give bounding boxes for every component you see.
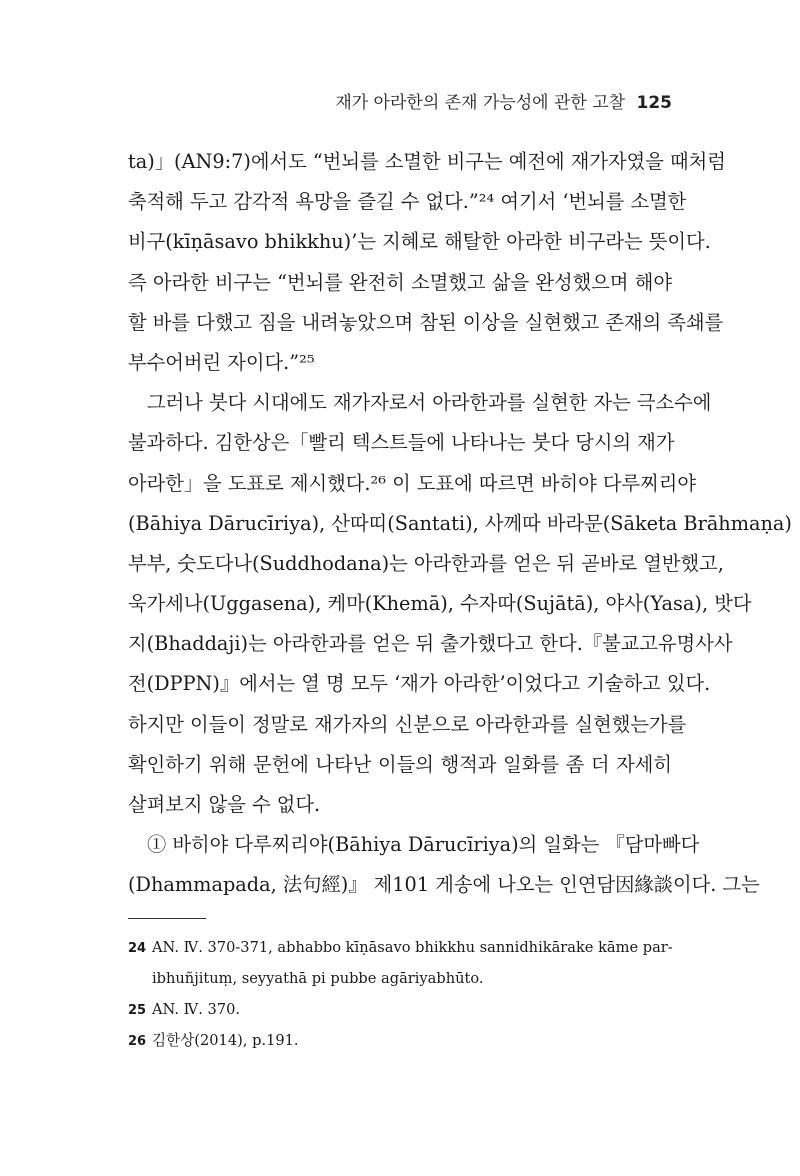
body-line: (Dhammapada, 法句經)』 제101 게송에 나오는 인연담因緣談이다. 그는 bbox=[128, 873, 760, 897]
body-line: 지(Bhaddaji)는 아라한과를 얻은 뒤 출가했다고 한다.『불교고유명사사 bbox=[128, 632, 733, 656]
footnote-number: 24 bbox=[128, 941, 147, 956]
body-line: 그러나 붓다 시대에도 재가자로서 아라한과를 실현한 자는 극소수에 bbox=[147, 391, 712, 415]
footnote-divider bbox=[128, 918, 206, 919]
footnote-text: AN. Ⅳ. 370-371, abhabbo kīṇāsavo bhikkhu sannidhikārake kāme par- bbox=[152, 939, 673, 956]
footnote-text: 김한상(2014), p.191. bbox=[152, 1032, 299, 1049]
footnote-number: 26 bbox=[128, 1034, 147, 1049]
footnote-24-continued: ibhuñjituṃ, seyyathā pi pubbe agāriyabhūto. bbox=[152, 970, 484, 987]
body-line: (Bāhiya Dārucīriya), 산따띠(Santati), 사께따 바라문(Sāketa Brāhmaṇa) bbox=[128, 511, 792, 535]
body-line: 부수어버린 자이다.”²⁵ bbox=[128, 350, 315, 374]
body-line: 비구(kīṇāsavo bhikkhu)’는 지혜로 해탈한 아라한 비구라는 뜻이다. bbox=[128, 230, 711, 254]
body-text bbox=[128, 142, 792, 906]
footnotes bbox=[128, 932, 672, 1056]
body-line: 욱가세나(Uggasena), 케마(Khemā), 수자따(Sujātā), 야사(Yasa), 밧다 bbox=[128, 592, 752, 616]
body-line: 살펴보지 않을 수 없다. bbox=[128, 793, 321, 816]
body-line: 확인하기 위해 문헌에 나타난 이들의 행적과 일화를 좀 더 자세히 bbox=[128, 752, 672, 776]
page-number: 125 bbox=[636, 93, 672, 113]
body-line: 할 바를 다했고 짐을 내려놓았으며 참된 이상을 실현했고 존재의 족쇄를 bbox=[128, 310, 724, 334]
body-line: 불과하다. 김한상은「빨리 텍스트들에 나타나는 붓다 당시의 재가 bbox=[128, 431, 675, 455]
footnote-24 bbox=[128, 932, 672, 963]
body-line: 부부, 숫도다나(Suddhodana)는 아라한과를 얻은 뒤 곧바로 열반했고, bbox=[128, 551, 724, 575]
body-line: 하지만 이들이 정말로 재가자의 신분으로 아라한과를 실현했는가를 bbox=[128, 712, 687, 736]
body-line: ta)」(AN9:7)에서도 “번뇌를 소멸한 비구는 예전에 재가자였을 때처럼 bbox=[128, 150, 726, 173]
footnote-text: AN. Ⅳ. 370. bbox=[152, 1001, 241, 1018]
footnote-25 bbox=[128, 994, 672, 1025]
footnote-26 bbox=[128, 1025, 672, 1056]
running-header bbox=[335, 88, 672, 113]
footnote-number: 25 bbox=[128, 1003, 147, 1018]
running-title: 재가 아라한의 존재 가능성에 관한 고찰 bbox=[335, 93, 626, 113]
body-line: 전(DPPN)』에서는 열 명 모두 ‘재가 아라한’이었다고 기술하고 있다. bbox=[128, 672, 711, 696]
body-line: 즉 아라한 비구는 “번뇌를 완전히 소멸했고 삶을 완성했으며 해야 bbox=[128, 270, 672, 294]
body-line: ① 바히야 다루찌리야(Bāhiya Dārucīriya)의 일화는 『담마빠다 bbox=[147, 833, 700, 857]
body-line: 축적해 두고 감각적 욕망을 즐길 수 없다.”²⁴ 여기서 ‘번뇌를 소멸한 bbox=[128, 190, 687, 214]
body-line: 아라한」을 도표로 제시했다.²⁶ 이 도표에 따르면 바히야 다루찌리야 bbox=[128, 471, 697, 495]
